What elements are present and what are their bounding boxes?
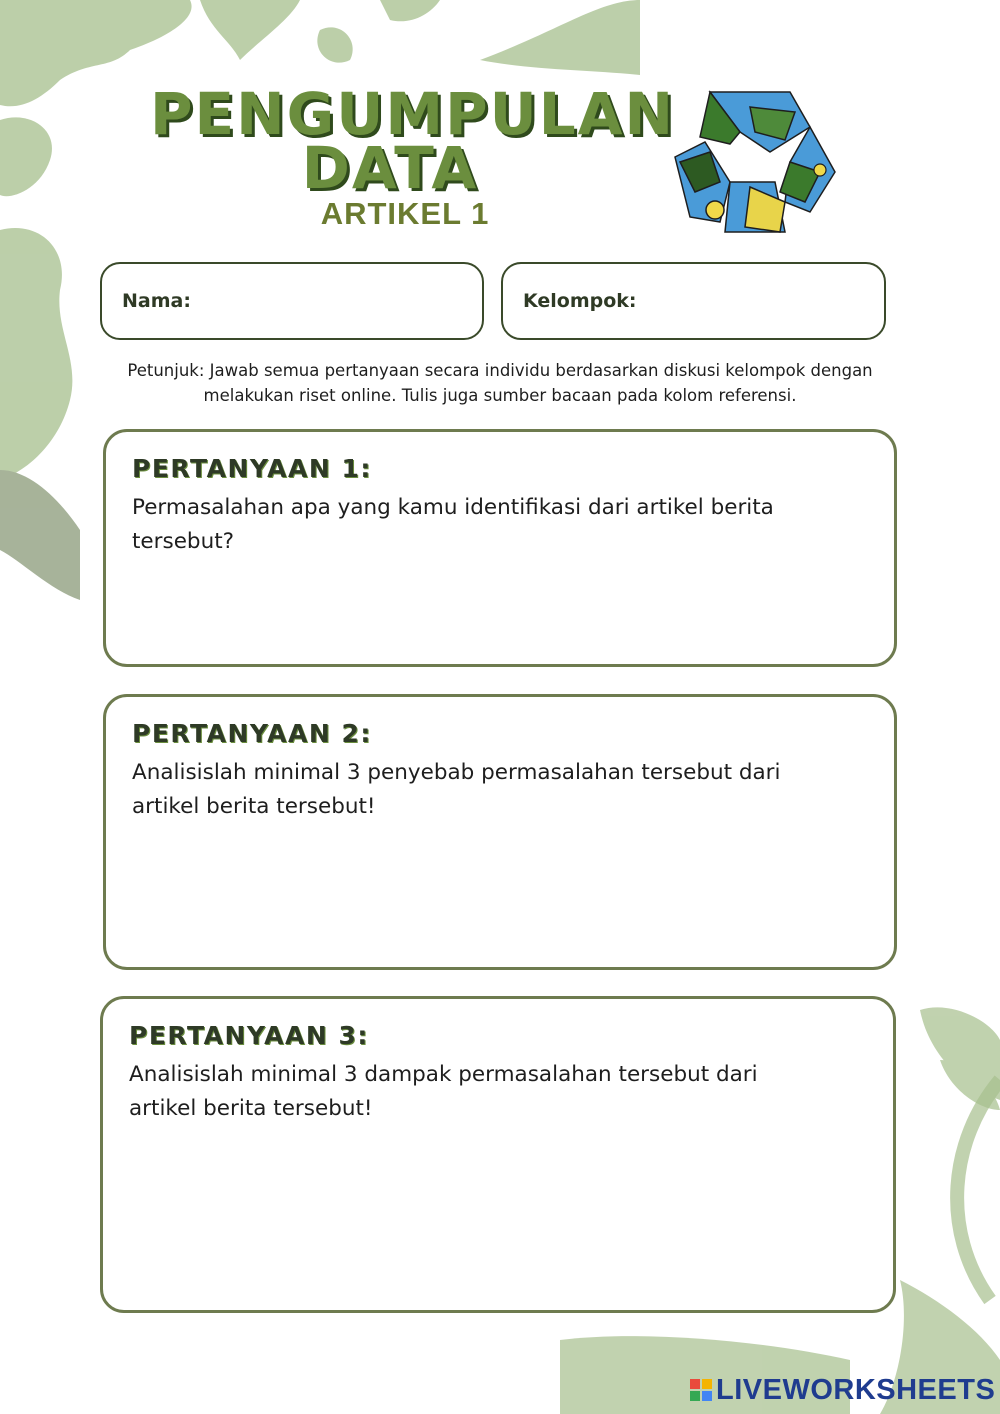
question-2-title: PERTANYAAN 2: bbox=[132, 719, 372, 748]
page-subtitle: ARTIKEL 1 bbox=[320, 196, 490, 231]
page-title-line-1: PENGUMPULAN bbox=[150, 80, 676, 148]
recycle-renewable-energy-icon bbox=[670, 82, 840, 242]
liveworksheets-brand bbox=[690, 1374, 995, 1406]
page-title-line-2: DATA bbox=[301, 134, 479, 202]
group-field[interactable] bbox=[501, 262, 886, 340]
liveworksheets-logo-icon bbox=[690, 1379, 712, 1401]
question-1-text: Permasalahan apa yang kamu identifikasi dari artikel berita tersebut? bbox=[132, 495, 774, 554]
question-1-answer-box[interactable] bbox=[103, 429, 897, 667]
question-2-answer-box[interactable] bbox=[103, 694, 897, 970]
question-3-answer-box[interactable] bbox=[100, 996, 896, 1313]
question-3-text: Analisislah minimal 3 dampak permasalahan tersebut dari artikel berita tersebut! bbox=[129, 1062, 758, 1121]
group-field-label: Kelompok: bbox=[523, 290, 637, 312]
instructions-text: Petunjuk: Jawab semua pertanyaan secara individu berdasarkan diskusi kelompok dengan melakukan riset online. Tulis juga sumber bacaan pada kolom referensi. bbox=[127, 361, 873, 405]
name-field-label: Nama: bbox=[122, 290, 191, 312]
question-3-title: PERTANYAAN 3: bbox=[129, 1021, 369, 1050]
question-1-title: PERTANYAAN 1: bbox=[132, 454, 372, 483]
name-field[interactable] bbox=[100, 262, 484, 340]
question-2-text: Analisislah minimal 3 penyebab permasalahan tersebut dari artikel berita tersebut! bbox=[132, 760, 781, 819]
liveworksheets-brand-text: LIVEWORKSHEETS bbox=[716, 1373, 996, 1406]
